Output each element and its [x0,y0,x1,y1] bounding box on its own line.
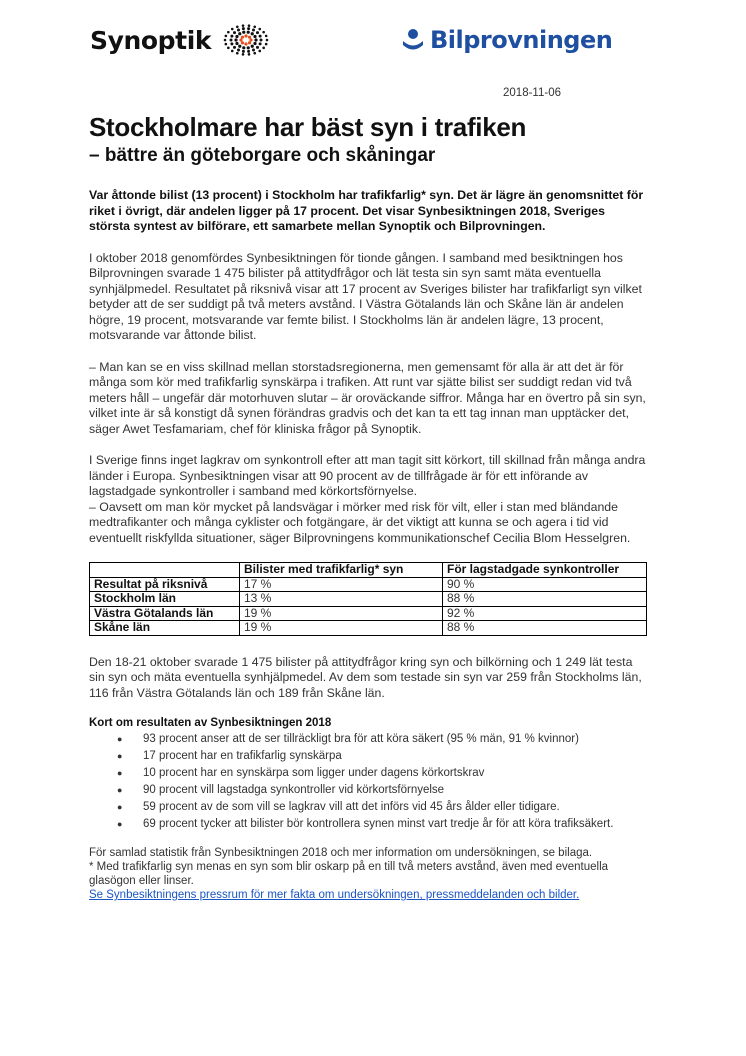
logo-dot [265,43,268,46]
logo-dot [242,31,245,34]
logo-dot [259,42,262,45]
logo-dot [259,50,262,53]
logo-dot [242,53,245,56]
logo-dot [231,28,234,31]
list-item-text: 10 procent har en synskärpa som ligger under dagens körkortskrav [143,767,485,779]
logo-dot [242,50,245,53]
logo-dot [240,38,243,41]
logo-dot [256,46,259,49]
logo-dot [254,35,257,38]
logo-dot [259,35,262,38]
bilprovningen-emblem-icon [402,28,424,52]
bullet-icon: ● [117,734,123,744]
bullet-icon: ● [117,751,123,761]
logo-dot [251,32,254,35]
logo-dot [233,46,236,49]
table-row-label: Skåne län [90,621,240,636]
logo-dot [254,52,257,55]
press-release-body [89,112,649,902]
logo-dot [231,35,234,38]
press-release-date: 2018-11-06 [503,87,561,99]
logo-dot [254,42,257,45]
list-item-text: 90 procent vill lagstadga synkontroller vid körkortsförnyelse [143,784,445,796]
table-cell: 19 % [240,621,443,636]
logo-dot [262,31,265,34]
table-header-empty [90,563,240,578]
logo-dot [247,46,250,49]
logo-dot [241,41,244,44]
logo-dot [242,24,245,27]
list-item [117,748,649,765]
bullet-icon: ● [117,785,123,795]
logo-dot [260,39,263,42]
table-cell: 13 % [240,592,443,607]
synoptik-logo-text: Synoptik [90,25,212,55]
logo-dot [247,31,250,34]
attachment-note: För samlad statistik från Synbesiktningen 2018 och mer information om undersökningen, se bilaga. [89,847,593,859]
list-item-text: 93 procent anser att de ser tillräckligt bra för att köra säkert (95 % män, 91 % kvinnor) [143,733,579,745]
paragraph-quote-bilprovningen: – Oavsett om man kör mycket på landsvägar i mörker med risk för vilt, eller i stan med bländande medtrafikanter och många cyklister och fotgängare, är det viktigt att kunna se och agera i tid vid eventuellt riskfyllda situationer, säger Bilprovningens kommunikationschef Cecilia Blom Hesselgren. [89,499,631,545]
logo-dot [259,28,262,31]
logo-dot [241,36,244,39]
logo-dot [238,45,241,48]
logo-dot [238,32,241,35]
logo-dot [237,48,240,51]
logo-dot [251,45,254,48]
table-row-label: Västra Götalands län [90,606,240,621]
logo-dot [248,24,251,27]
logo-dot [252,29,255,32]
logo-dot [236,35,239,38]
paragraph-legal-requirements: I Sverige finns inget lagkrav om synkontroll efter att man tagit sitt körkort, till skillnad från många andra länder i Europa. Synbesiktningen visar att 90 procent av de tillfrågade är för ett införande av lagstadgade synkontroller i samband med körkortsförnyelse. [89,453,646,498]
table-cell: 90 % [443,577,647,592]
logo-dot [225,35,228,38]
table-cell: 17 % [240,577,443,592]
paragraph-participants: Den 18-21 oktober svarade 1 475 bilister på attitydfrågor kring syn och bilkörning och 1 249 lät testa sin syn och mäta eventuella synhjälpmedel. Av dem som testade sin syn var 259 från Stockholms län, 116 från Västra Götalands län och 189 från Skåne län. [89,654,642,700]
table-row [90,606,647,621]
summary-list [117,731,649,833]
table-row-label: Resultat på riksnivå [90,577,240,592]
logo-dot [231,42,234,45]
synoptik-logo [90,20,269,60]
logo-dot [245,42,248,45]
list-item-text: 17 procent har en trafikfarlig synskärpa [143,750,342,762]
paragraph-quote-synoptik: – Man kan se en viss skillnad mellan storstadsregionerna, men gemensamt för alla är att det är för många som kör med trafikfarlig synskärpa i trafiken. Att runt var sjätte bilist ser suddigt redan vid två meters håll – ungefär där motorhuven slutar – är oroväckande siffror. Många har en övertro på sin syn, vilket inte är så konstigt då synen förändras gradvis och det kan ta ett tag innan man upptäcker det, säger Awet Tesfamariam, chef för kliniska frågor på Synoptik. [89,359,646,436]
logo-dot [245,34,248,37]
logo-dot [250,38,253,41]
list-item [117,799,649,816]
lead-paragraph: Var åttonde bilist (13 procent) i Stockholm har trafikfarlig* syn. Det är lägre än genomsnittet för riket i övrigt, där andelen ligger på 17 procent. Det visar Synbesiktningen 2018, Sveriges största syntest av bilförare, ett samarbete mellan Synoptik och Bilprovningen. [89,188,644,233]
synoptik-dots-icon [223,24,269,56]
logo-dot [256,31,259,34]
logo-dot [236,42,239,45]
logo-dot [237,29,240,32]
logo-dot [233,31,236,34]
page-subtitle: – bättre än göteborgare och skåningar [89,145,436,166]
logo-dot [265,35,268,38]
table-cell: 19 % [240,606,443,621]
bullet-icon: ● [117,802,123,812]
bullet-icon: ● [117,819,123,829]
logo-dot [227,47,230,50]
table-row [90,592,647,607]
logo-dot [236,26,239,29]
bilprovningen-logo-text: Bilprovningen [430,26,613,54]
table-cell: 92 % [443,606,647,621]
table-cell: 88 % [443,621,647,636]
list-item [117,816,649,833]
table-row [90,577,647,592]
logo-dot [248,36,251,39]
list-item-text: 59 procent av de som vill se lagkrav vill att det införs vid 45 års ålder eller tidigare. [143,801,560,813]
logo-dot [227,31,230,34]
logo-dot [236,52,239,55]
footer-notes [89,846,649,902]
table-row-label: Stockholm län [90,592,240,607]
logo-dot [255,38,258,41]
logo-dot [235,38,238,41]
bilprovningen-logo [402,20,612,60]
logo-dot [231,50,234,53]
logo-dot [252,48,255,51]
logo-dot [242,27,245,30]
logo-dot [248,53,251,56]
list-item [117,731,649,748]
list-item [117,765,649,782]
summary-heading: Kort om resultaten av Synbesiktningen 2018 [89,717,332,729]
logo-dot [262,47,265,50]
logo-dot [266,39,269,42]
table-row [90,621,647,636]
results-table [89,562,647,636]
definition-footnote: * Med trafikfarlig syn menas en syn som blir oskarp på en till två meters avstånd, även med eventuella glasögon eller linser. [89,861,609,887]
bullet-icon: ● [117,768,123,778]
paragraph-survey-results: I oktober 2018 genomfördes Synbesiktningen för tionde gången. I samband med besiktningen hos Bilprovningen svarade 1 475 bilister på attitydfrågor och lät testa sin syn samt mäta eventuella synhjälpmedel. Resultatet på riksnivå visar att 17 procent av Sveriges bilister har trafikfarligt syn vilket betyder att de ser suddigt på två meters avstånd. I Västra Götalands län och Skåne län är andelen högre, 19 procent, motsvarande var femte bilist. I Stockholms län är andelen lägre, 13 procent, motsvarande var åttonde bilist. [89,250,642,342]
logo-dot [247,50,250,53]
logo-dot [242,46,245,49]
list-item [117,782,649,799]
logo-dot [247,27,250,30]
logo-dot [224,39,227,42]
logo-dot [248,41,251,44]
list-item-text: 69 procent tycker att bilister bör kontrollera synen minst vart tredje år för att köra trafiksäkert. [143,818,614,830]
table-header-dangerous-vision: Bilister med trafikfarlig* syn [240,563,443,578]
page-title: Stockholmare har bäst syn i trafiken [89,112,527,142]
pressroom-link[interactable]: Se Synbesiktningens pressrum för mer fakta om undersökningen, pressmeddelanden och bilder. [89,889,580,901]
table-header-mandatory-checks: För lagstadgade synkontroller [443,563,647,578]
logo-dot [254,26,257,29]
table-header-row [90,563,647,578]
logo-dot [225,43,228,46]
logo-dot [230,39,233,42]
table-cell: 88 % [443,592,647,607]
